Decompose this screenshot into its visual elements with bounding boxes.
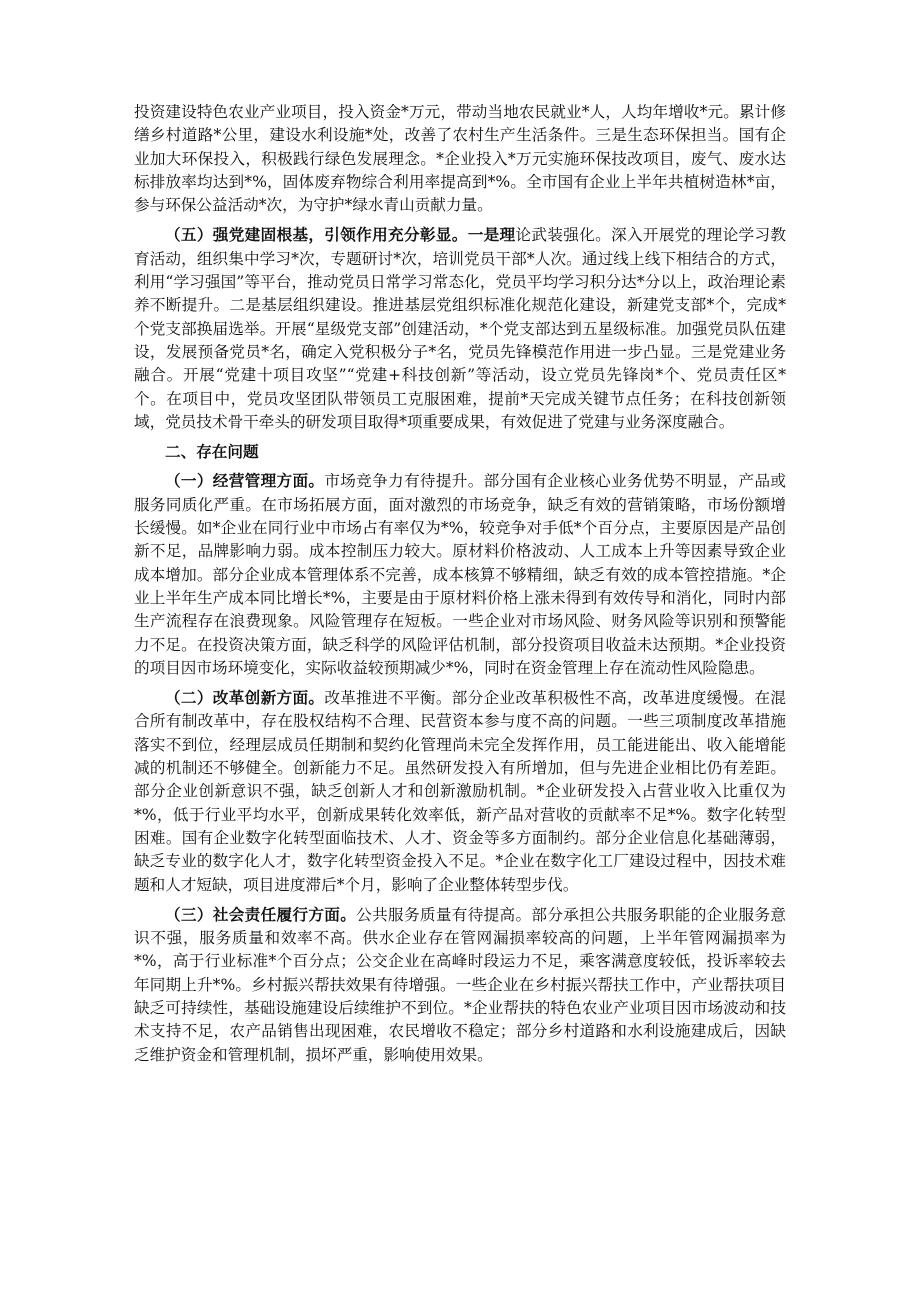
section-heading-text: 二、存在问题: [165, 442, 259, 462]
paragraph-lead: （一）经营管理方面。: [165, 471, 325, 491]
paragraph-text: 改革推进不平衡。部分企业改革积极性不高，改革进度缓慢。在混合所有制改革中，存在股权结构不合理、民营资本参与度不高的问题。一些三项制度改革措施落实不到位，经理层成员任期制和契约化管理尚未完全发挥作用，员工能进能出、收入能增能减的机制还不够健全。创新能力不足。虽然研发投入有所增加，但与先进企业相比仍有差距。部分企业创新意识不强，缺乏创新人才和创新激励机制。*企业研发投入占营业收入比重仅为*%，低于行业平均水平，创新成果转化效率低，新产品对营收的贡献率不足*%。数字化转型困难。国有企业数字化转型面临技术、人才、资金等多方面制约。部分企业信息化基础薄弱，缺乏专业的数字化人才，数字化转型资金投入不足。*企业在数字化工厂建设过程中，因技术难题和人才短缺，项目进度滞后*个月，影响了企业整体转型步伐。: [134, 689, 786, 894]
paragraph-party-building: [134, 223, 786, 434]
document-body: [134, 101, 786, 1073]
paragraph-lead: （五）强党建固根基，引领作用充分彰显。一是理: [165, 225, 516, 245]
paragraph-reform: [134, 686, 786, 897]
paragraph-lead: （三）社会责任履行方面。: [165, 904, 357, 924]
paragraph-text: 投资建设特色农业产业项目，投入资金*万元，带动当地农民就业*人，人均年增收*元。累计修缮乡村道路*公里，建设水利设施*处，改善了农村生产生活条件。三是生态环保担当。国有企业加大环保投入，积极践行绿色发展理念。*企业投入*万元实施环保技改项目，废气、废水达标排放率均达到*%，固体废弃物综合利用率提高到*%。全市国有企业上半年共植树造林*亩，参与环保公益活动*次，为守护*绿水青山贡献力量。: [134, 103, 786, 215]
section-heading-problems: [134, 440, 786, 463]
paragraph-operations: [134, 469, 786, 680]
paragraph-lead: （二）改革创新方面。: [165, 688, 325, 708]
paragraph-text: 市场竞争力有待提升。部分国有企业核心业务优势不明显，产品或服务同质化严重。在市场拓展方面，面对激烈的市场竞争，缺乏有效的营销策略，市场份额增长缓慢。如*企业在同行业中市场占有率仅为*%，较竞争对手低*个百分点，主要原因是产品创新不足，品牌影响力弱。成本控制压力较大。原材料价格波动、人工成本上升等因素导致企业成本增加。部分企业成本管理体系不完善，成本核算不够精细，缺乏有效的成本管控措施。*企业上半年生产成本同比增长*%，主要是由于原材料价格上涨未得到有效传导和消化，同时内部生产流程存在浪费现象。风险管理存在短板。一些企业对市场风险、财务风险等识别和预警能力不足。在投资决策方面，缺乏科学的风险评估机制，部分投资项目收益未达预期。*企业投资的项目因市场环境变化，实际收益较预期减少*%，同时在资金管理上存在流动性风险隐患。: [134, 472, 786, 677]
paragraph-social-responsibility: [134, 903, 786, 1067]
paragraph-text: 论武装强化。深入开展党的理论学习教育活动，组织集中学习*次，专题研讨*次，培训党员干部*人次。通过线上线下相结合的方式，利用“学习强国”等平台，推动党员日常学习常态化，党员平均学习积分达*分以上，政治理论素养不断提升。二是基层组织建设。推进基层党组织标准化规范化建设，新建党支部*个，完成*个党支部换届选举。开展“星级党支部”创建活动，*个党支部达到五星级标准。加强党员队伍建设，发展预备党员*名，确定入党积极分子*名，党员先锋模范作用进一步凸显。三是党建业务融合。开展“党建十项目攻坚”“党建+科技创新”等活动，设立党员先锋岗*个、党员责任区*个。在项目中，党员攻坚团队带领员工克服困难，提前*天完成关键节点任务；在科技创新领域，党员技术骨干牵头的研发项目取得*项重要成果，有效促进了党建与业务深度融合。: [134, 226, 786, 431]
paragraph-continuation: [134, 101, 786, 217]
paragraph-text: 公共服务质量有待提高。部分承担公共服务职能的企业服务意识不强，服务质量和效率不高。供水企业存在管网漏损率较高的问题，上半年管网漏损率为*%，高于行业标准*个百分点；公交企业在高峰时段运力不足，乘客满意度较低，投诉率较去年同期上升*%。乡村振兴帮扶效果有待增强。一些企业在乡村振兴帮扶工作中，产业帮扶项目缺乏可持续性，基础设施建设后续维护不到位。*企业帮扶的特色农业产业项目因市场波动和技术支持不足，农产品销售出现困难，农民增收不稳定；部分乡村道路和水利设施建成后，因缺乏维护资金和管理机制，损坏严重，影响使用效果。: [134, 905, 786, 1064]
